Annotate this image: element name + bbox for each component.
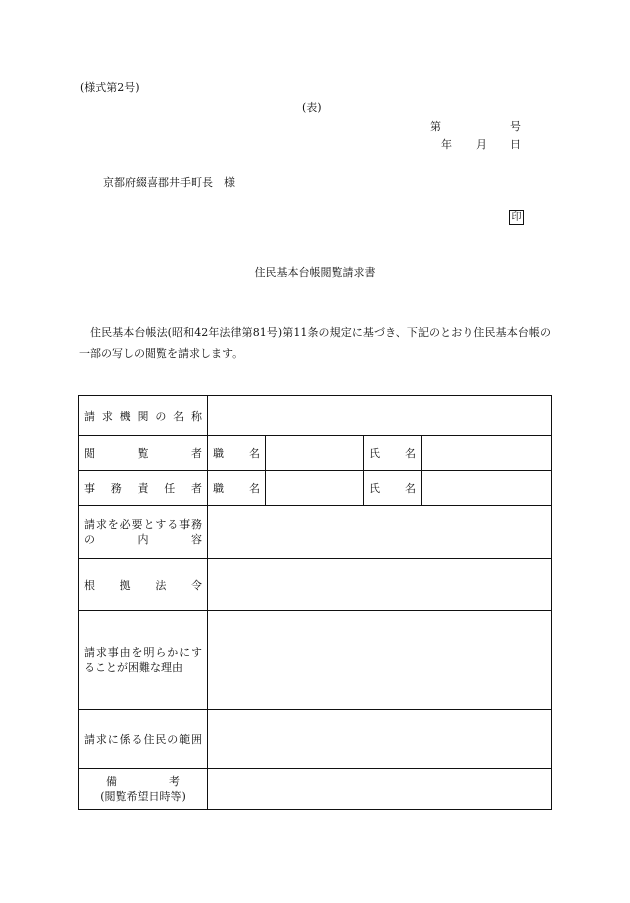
input-officer-job-title[interactable] <box>266 471 364 506</box>
form-number: (様式第2号) <box>80 81 140 94</box>
label-legal-basis: 根拠法令 <box>79 559 208 611</box>
seal-mark: 印 <box>509 210 524 225</box>
label-purpose-line2 <box>84 532 202 547</box>
label-viewer: 閲覧者 <box>79 436 208 471</box>
label-remarks <box>79 769 208 810</box>
input-viewer-name[interactable] <box>422 436 552 471</box>
label-purpose-line1: 請求を必要とする事務 <box>84 518 202 531</box>
label-remarks-title-text: 備考 <box>106 775 180 788</box>
label-purpose <box>79 506 208 559</box>
input-requesting-org[interactable] <box>208 396 552 436</box>
input-legal-basis[interactable] <box>208 559 552 611</box>
addressee: 京都府綴喜郡井手町長 様 <box>103 176 235 189</box>
number-suffix: 号 <box>510 120 521 133</box>
document-title: 住民基本台帳閲覧請求書 <box>254 266 376 279</box>
label-purpose-line2-b: 内 <box>137 533 149 546</box>
label-officer: 事務責任者 <box>79 471 208 506</box>
label-viewer-name: 氏名 <box>364 436 422 471</box>
label-officer-name: 氏名 <box>364 471 422 506</box>
number-prefix: 第 <box>430 120 441 133</box>
input-remarks[interactable] <box>208 769 552 810</box>
label-viewer-job-title: 職名 <box>208 436 266 471</box>
label-purpose-line2-a: の <box>84 533 95 546</box>
request-form-table <box>78 395 552 810</box>
label-officer-job-title: 職名 <box>208 471 266 506</box>
label-difficulty-reason: 請求事由を明らかにすることが困難な理由 <box>79 611 208 710</box>
date-year: 年 <box>441 138 452 151</box>
side-indicator: (表) <box>302 101 322 114</box>
input-purpose[interactable] <box>208 506 552 559</box>
input-viewer-job-title[interactable] <box>266 436 364 471</box>
request-statement: 住民基本台帳法(昭和42年法律第81号)第11条の規定に基づき、下記のとおり住民基本台帳の一部の写しの閲覧を請求します。 <box>79 326 551 360</box>
label-remarks-sub: (閲覧希望日時等) <box>100 790 186 803</box>
date-month: 月 <box>476 138 487 151</box>
label-purpose-line2-c: 容 <box>191 533 202 546</box>
input-officer-name[interactable] <box>422 471 552 506</box>
label-scope: 請求に係る住民の範囲 <box>79 710 208 769</box>
date-day: 日 <box>510 138 521 151</box>
label-remarks-title <box>84 774 202 789</box>
input-difficulty-reason[interactable] <box>208 611 552 710</box>
input-scope[interactable] <box>208 710 552 769</box>
label-requesting-org: 請求機関の名称 <box>79 396 208 436</box>
